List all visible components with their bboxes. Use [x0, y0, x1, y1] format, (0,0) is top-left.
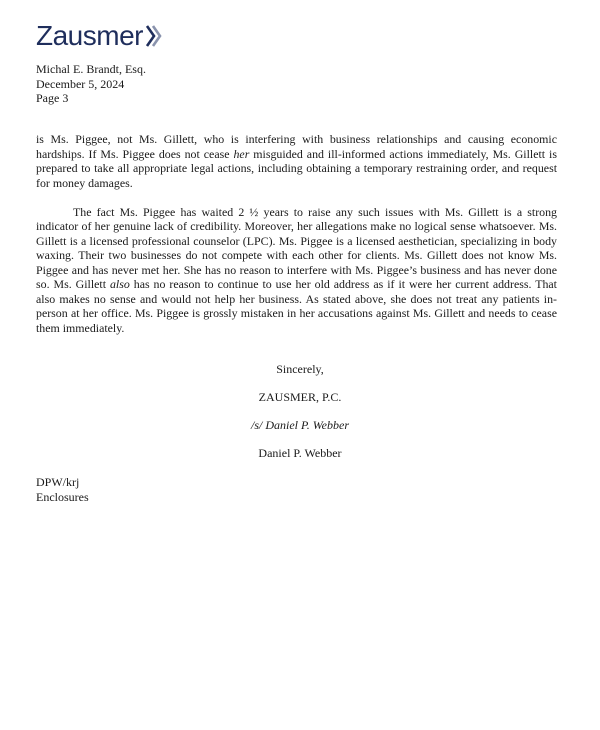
- enclosures-note: Enclosures: [36, 489, 89, 504]
- letter-header: [36, 62, 146, 106]
- letter-date: December 5, 2024: [36, 76, 125, 91]
- recipient-name: Michal E. Brandt, Esq.: [36, 62, 146, 76]
- emphasis-also: also: [109, 277, 130, 291]
- emphasis-her: her: [233, 146, 250, 161]
- firm-logo: [36, 18, 163, 54]
- typist-initials: DPW/krj: [36, 475, 80, 489]
- double-chevron-icon: [145, 22, 163, 50]
- closing: Sincerely,: [276, 362, 324, 376]
- letter-footer: [36, 475, 89, 504]
- electronic-signature: /s/ Daniel P. Webber: [251, 418, 349, 432]
- body-paragraph-2: The fact Ms. Piggee has waited 2 ½ years to raise any such issues with Ms. Gillett is a strong indicator of her genuine lack of credibility. Moreover, her allegations make no logical sense whatsoever. Ms. Gillett is a licensed professional counselor (LPC). Ms. Piggee is a licensed aesthetician, specializing in body waxing. Their two businesses do not compete with each other for clients. Ms. Gillett does not know Ms. Piggee and has never met her. She has no reason to interfere with Ms. Piggee’s business and has never done so. Ms. Gillett also has no reason to continue to use her old address as if it were her current address. That also makes no sense and would not help her business. As stated above, she does not treat any patients in-person at her office. Ms. Piggee is grossly mistaken in her accusations against Ms. Gillett and needs to cease them immediately.: [36, 204, 557, 335]
- page-number: Page 3: [36, 91, 69, 105]
- letter-body: [36, 132, 557, 335]
- firm-name: ZAUSMER, P.C.: [258, 390, 342, 404]
- signer-name: Daniel P. Webber: [258, 446, 342, 460]
- logo-wordmark: Zausmer: [36, 20, 143, 51]
- body-paragraph-1: is Ms. Piggee, not Ms. Gillett, who is interfering with business relationships and causing economic hardships. If Ms. Piggee does not cease her misguided and ill-informed actions immediately, Ms. Gillett is prepared to take all appropriate legal actions, including obtaining a temporary restraining order, and request for money damages.: [36, 132, 557, 190]
